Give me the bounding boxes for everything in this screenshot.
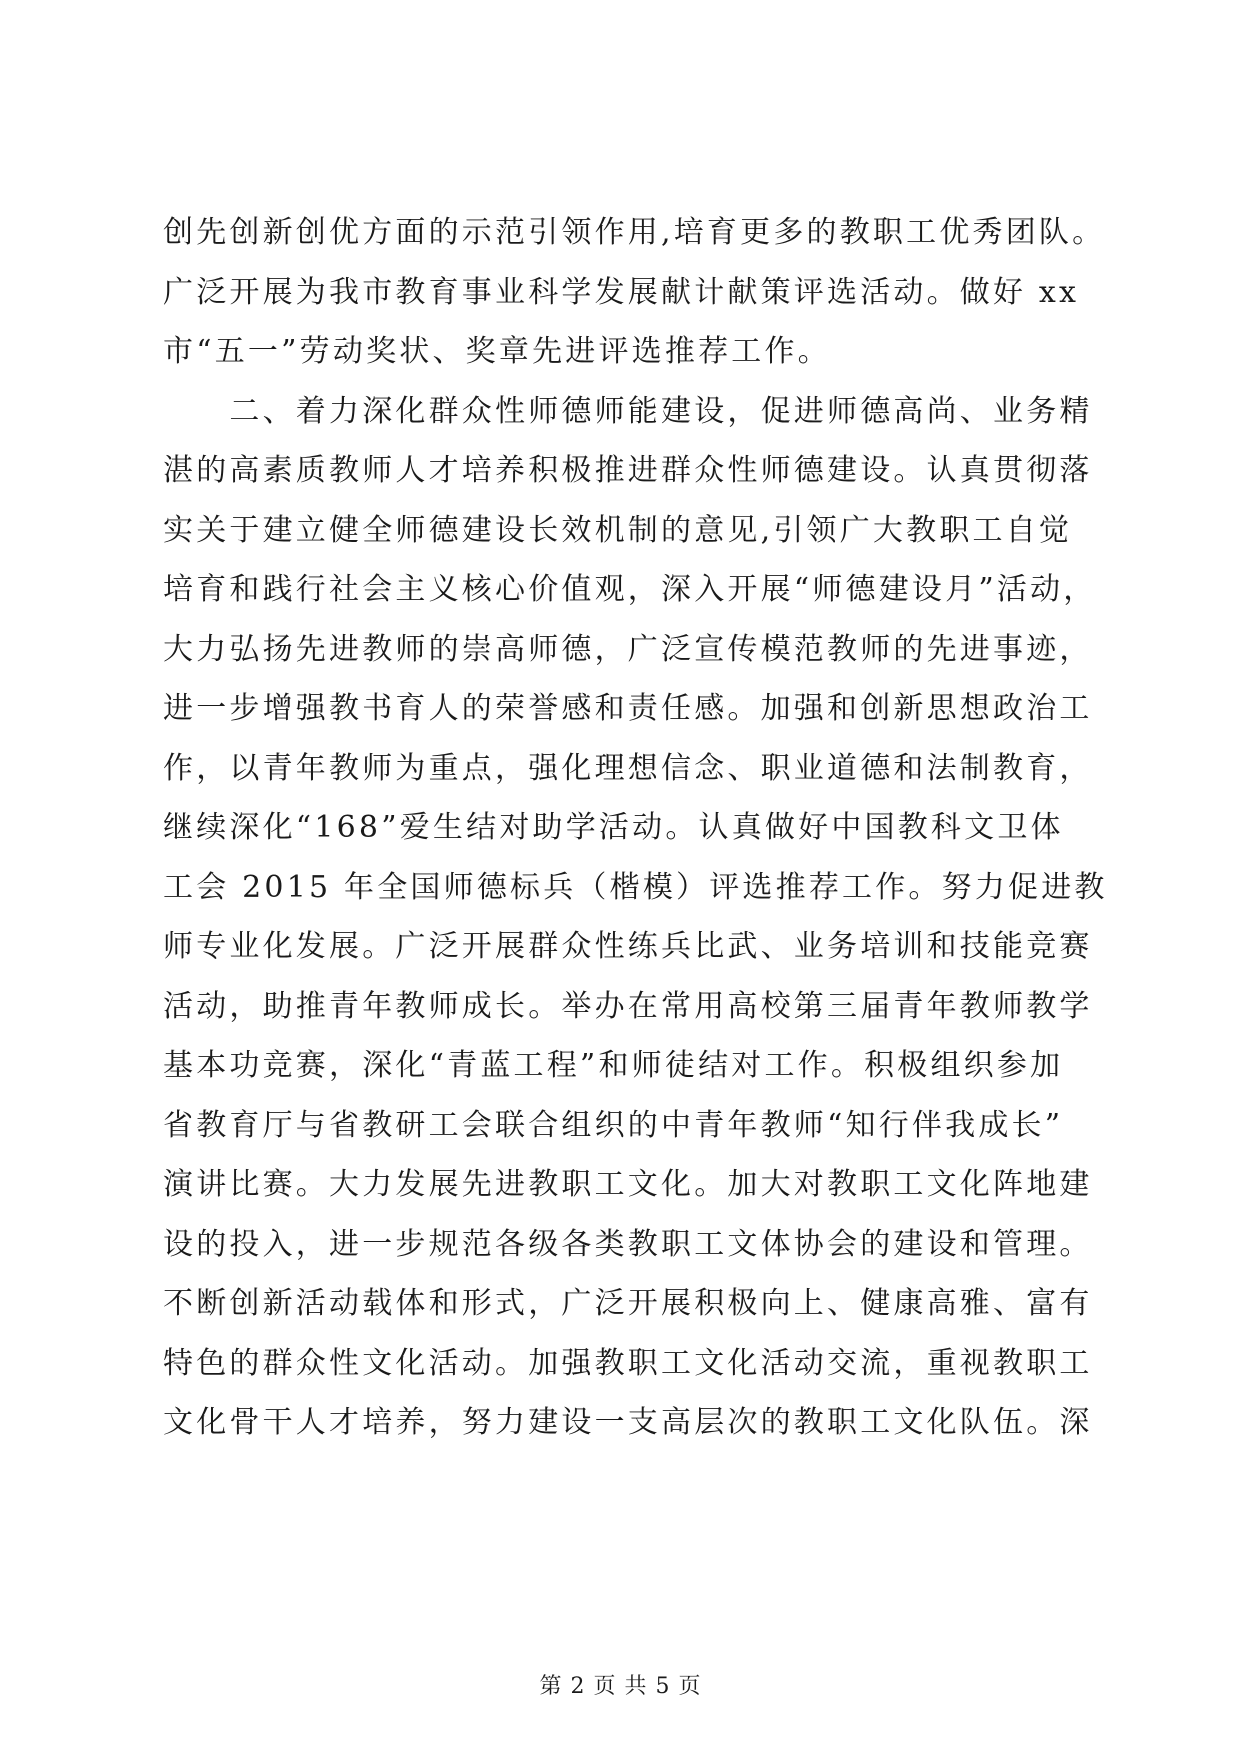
text-line: 大力弘扬先进教师的崇高师德，广泛宣传模范教师的先进事迹，: [163, 631, 1093, 667]
text-line: 省教育厅与省教研工会联合组织的中青年教师“知行伴我成长”: [163, 1107, 1064, 1143]
text-line: 特色的群众性文化活动。加强教职工文化活动交流，重视教职工: [163, 1345, 1093, 1381]
page-number-label: 第 2 页 共 5 页: [539, 1674, 702, 1699]
text-line: 工会 2015 年全国师德标兵（楷模）评选推荐工作。努力促进教: [163, 869, 1108, 905]
text-line: 实关于建立健全师德建设长效机制的意见,引领广大教职工自觉: [163, 512, 1073, 548]
text-line: 演讲比赛。大力发展先进教职工文化。加大对教职工文化阵地建: [163, 1167, 1093, 1202]
text-line: 培育和践行社会主义核心价值观，深入开展“师德建设月”活动，: [163, 572, 1097, 607]
text-line: 进一步增强教书育人的荣誉感和责任感。加强和创新思想政治工: [163, 691, 1093, 726]
text-line: 湛的高素质教师人才培养积极推进群众性师德建设。认真贯彻落: [163, 453, 1093, 488]
text-line: 继续深化“168”爱生结对助学活动。认真做好中国教科文卫体: [163, 810, 1064, 845]
text-line: 广泛开展为我市教育事业科学发展献计献策评选活动。做好 xx: [163, 274, 1080, 310]
text-line: 基本功竞赛，深化“青蓝工程”和师徒结对工作。积极组织参加: [163, 1048, 1064, 1083]
text-line: 作，以青年教师为重点，强化理想信念、职业道德和法制教育，: [163, 750, 1093, 786]
text-line: 创先创新创优方面的示范引领作用,培育更多的教职工优秀团队。: [163, 215, 1106, 250]
text-line: 设的投入，进一步规范各级各类教职工文体协会的建设和管理。: [163, 1226, 1093, 1262]
text-line: 师专业化发展。广泛开展群众性练兵比武、业务培训和技能竞赛: [163, 929, 1093, 964]
text-line: 二、着力深化群众性师德师能建设，促进师德高尚、业务精: [163, 393, 1093, 429]
page-footer: [0, 1669, 1241, 1700]
text-line: 活动，助推青年教师成长。举办在常用高校第三届青年教师教学: [163, 988, 1093, 1024]
text-line: 市“五一”劳动奖状、奖章先进评选推荐工作。: [163, 334, 831, 369]
text-line: 不断创新活动载体和形式，广泛开展积极向上、健康高雅、富有: [163, 1286, 1093, 1321]
text-line: 文化骨干人才培养，努力建设一支高层次的教职工文化队伍。深: [163, 1405, 1093, 1440]
body-text: [163, 203, 1108, 1453]
